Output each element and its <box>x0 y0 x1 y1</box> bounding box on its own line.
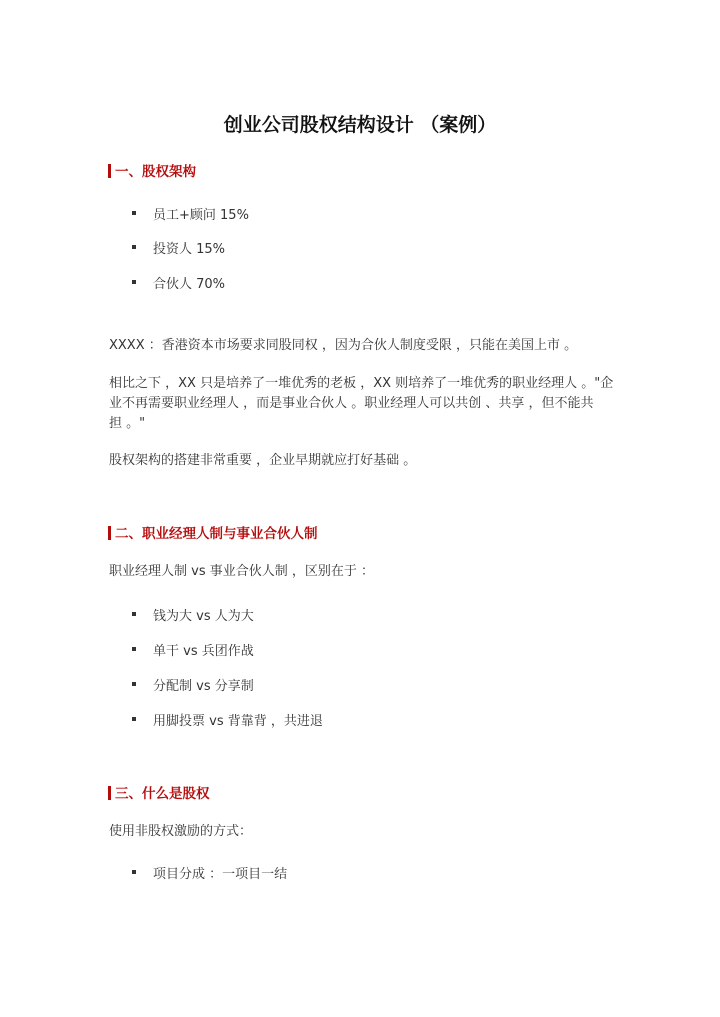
list-item: 单干 vs 兵团作战 <box>153 644 254 659</box>
section-heading-3 <box>108 782 210 802</box>
list-item: 合伙人 70% <box>153 277 226 292</box>
bullet-icon <box>132 612 136 616</box>
list-item: 员工+顾问 15% <box>153 208 249 223</box>
paragraph: XXXX ：香港资本市场要求同股同权 ，因为合伙人制度受限 ，只能在美国上市 。 <box>109 338 578 353</box>
bullet-icon <box>132 870 136 874</box>
bullet-icon <box>132 211 136 215</box>
bullet-icon <box>132 647 136 651</box>
bullet-icon <box>132 280 136 284</box>
paragraph-line: 相比之下 ，XX 只是培养了一堆优秀的老板 ，XX 则培养了一堆优秀的职业经理人 。"企 <box>109 376 614 391</box>
section-heading-1 <box>108 160 196 180</box>
list-item: 钱为大 vs 人为大 <box>153 609 254 624</box>
paragraph: 使用非股权激励的方式： <box>109 824 253 839</box>
list-item: 分配制 vs 分享制 <box>153 679 254 694</box>
heading-text: 一、股权架构 <box>115 164 196 180</box>
bullet-icon <box>132 245 136 249</box>
heading-marker <box>108 786 111 800</box>
heading-text: 三、什么是股权 <box>115 786 210 802</box>
bullet-icon <box>132 682 136 686</box>
list-item: 用脚投票 vs 背靠背 ，共进退 <box>153 714 323 729</box>
document-title: 创业公司股权结构设计 （案例） <box>223 114 497 136</box>
heading-marker <box>108 526 111 540</box>
paragraph-line: 担 。" <box>109 416 146 431</box>
list-item: 项目分成 ：一项目一结 <box>153 867 288 882</box>
heading-text: 二、职业经理人制与事业合伙人制 <box>115 526 318 542</box>
paragraph-line: 业不再需要职业经理人 ，而是事业合伙人 。职业经理人可以共创 、共享 ，但不能共 <box>109 396 594 411</box>
section-heading-2 <box>108 522 318 542</box>
paragraph: 股权架构的搭建非常重要 ，企业早期就应打好基础 。 <box>109 453 417 468</box>
bullet-icon <box>132 717 136 721</box>
heading-marker <box>108 164 111 178</box>
list-item: 投资人 15% <box>153 242 226 257</box>
paragraph: 职业经理人制 vs 事业合伙人制 ，区别在于 ： <box>109 564 374 579</box>
